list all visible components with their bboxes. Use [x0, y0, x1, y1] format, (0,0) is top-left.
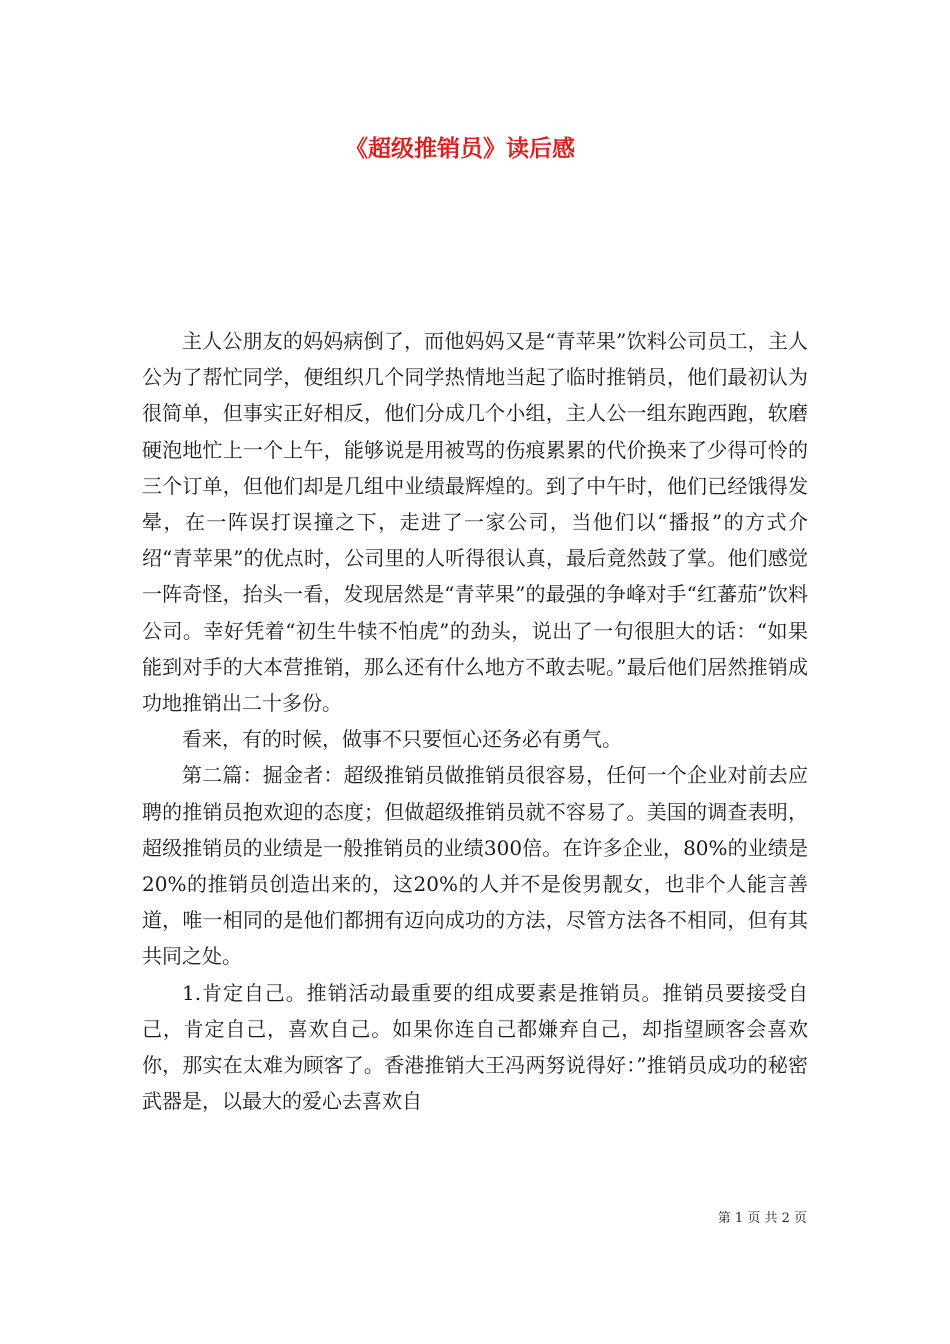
document-title	[0, 130, 950, 163]
document-body	[142, 323, 808, 1119]
page-number-footer: 第 1 页 共 2 页	[717, 1211, 807, 1226]
paragraph-conclusion: 看来，有的时候，做事不只要恒心还务必有勇气。	[182, 727, 622, 752]
paragraph-second-article: 第二篇：掘金者：超级推销员做推销员很容易，任何一个企业对前去应聘的推销员抱欢迎的态度；但做超级推销员就不容易了。美国的调查表明，超级推销员的业绩是一般推销员的业绩300倍。在许多企业，80%的业绩是20%的推销员创造出来的，这20%的人并不是俊男靓女，也非个人能言善道，唯一相同的是他们都拥有迈向成功的方法，尽管方法各不相同，但有其共同之处。	[142, 763, 808, 969]
paragraph-story: 主人公朋友的妈妈病倒了，而他妈妈又是“青苹果”饮料公司员工，主人公为了帮忙同学，便组织几个同学热情地当起了临时推销员，他们最初认为很简单，但事实正好相反，他们分成几个小组，主人公一组东跑西跑，软磨硬泡地忙上一个上午，能够说是用被骂的伤痕累累的代价换来了少得可怜的三个订单，但他们却是几组中业绩最辉煌的。到了中午时，他们已经饿得发晕，在一阵误打误撞之下，走进了一家公司，当他们以“播报”的方式介绍“青苹果”的优点时，公司里的人听得很认真，最后竟然鼓了掌。他们感觉一阵奇怪，抬头一看，发现居然是“青苹果”的最强的争峰对手“红蕃茄”饮料公司。幸好凭着“初生牛犊不怕虎”的劲头，说出了一句很胆大的话：“如果能到对手的大本营推销，那么还有什么地方不敢去呢。”最后他们居然推销成功地推销出二十多份。	[142, 329, 808, 716]
paragraph-point-one: 1.肯定自己。推销活动最重要的组成要素是推销员。推销员要接受自己，肯定自己，喜欢自己。如果你连自己都嫌弃自己，却指望顾客会喜欢你，那实在太难为顾客了。香港推销大王冯两努说得好：”推销员成功的秘密武器是，以最大的爱心去喜欢自	[142, 980, 808, 1114]
document-title-text: 《超级推销员》读后感	[345, 135, 575, 162]
